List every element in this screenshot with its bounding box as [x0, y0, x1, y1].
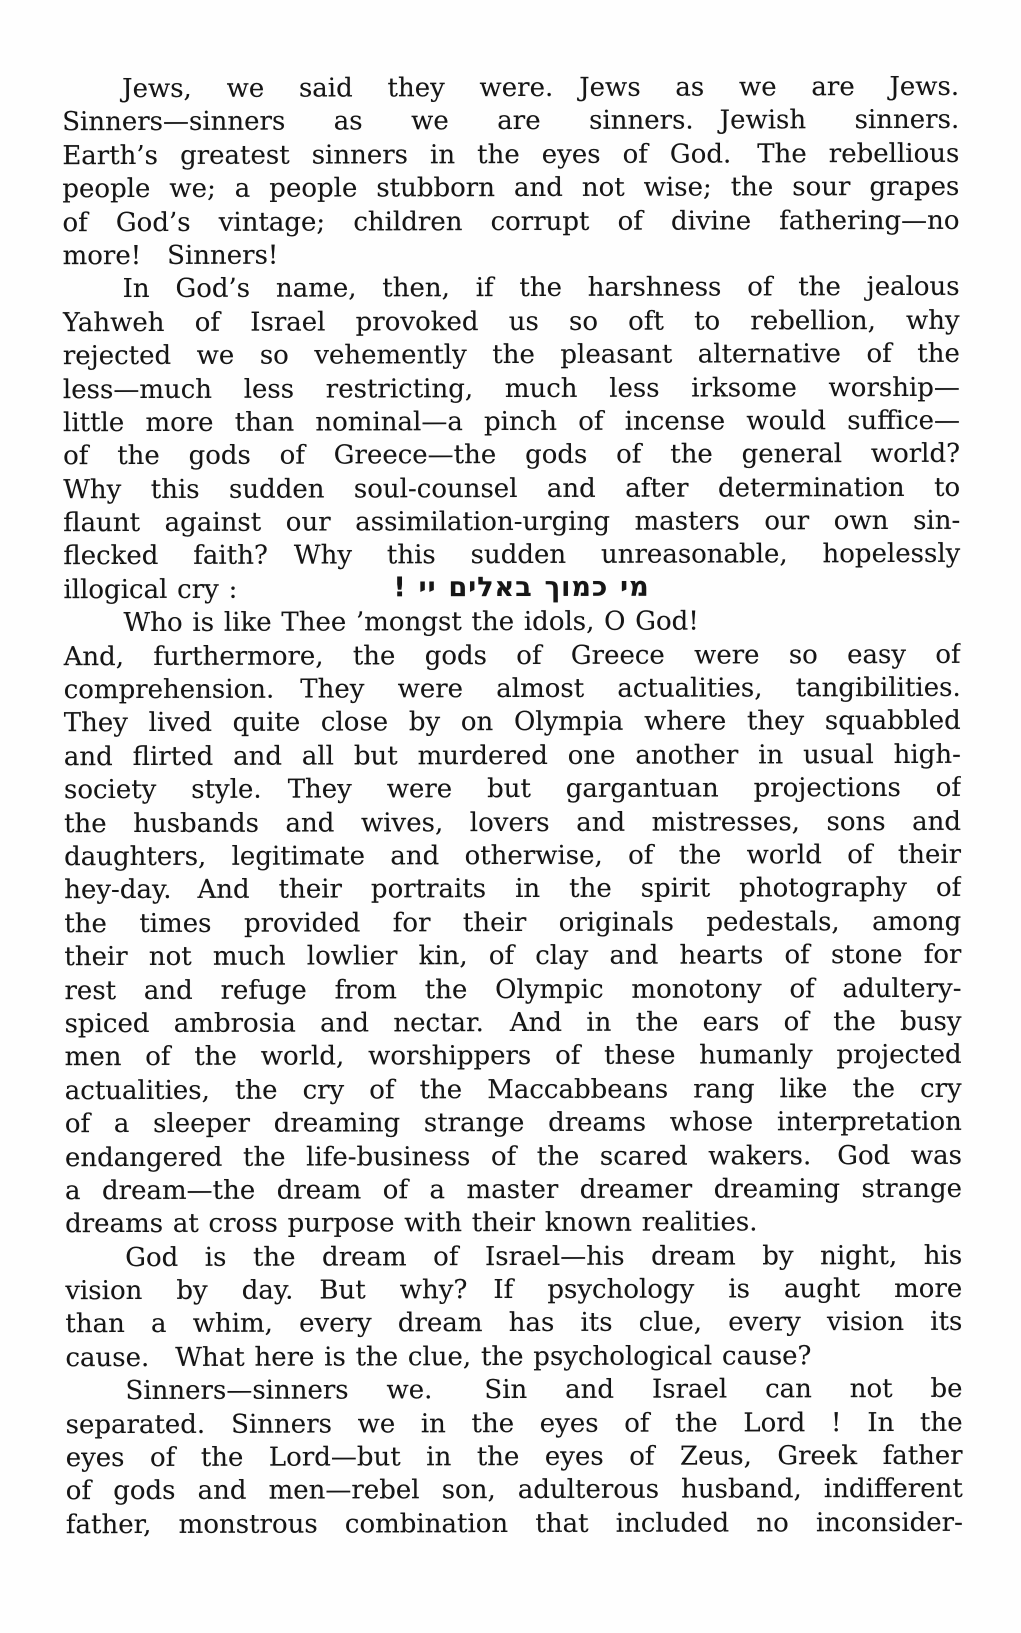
text-line: God is the dream of Israel—his dream by night, his: [125, 1240, 963, 1273]
text-line: of the gods of Greece—the gods of the general world?: [63, 439, 961, 472]
text-line: They lived quite close by on Olympia where they squabbled: [63, 706, 961, 739]
text-line: little more than nominal—a pinch of incense would suffice—: [62, 405, 961, 439]
text-line: rejected we so vehemently the pleasant alternative of the: [62, 338, 960, 372]
text-block: [62, 71, 963, 1543]
text-line: flecked faith? Why this sudden unreasonable, hopelessly: [63, 539, 961, 572]
text-line: less—much less restricting, much less irksome worship—: [62, 372, 960, 405]
text-line: actualities, the cry of the Maccabbeans rang like the cry: [64, 1073, 962, 1106]
hebrew-quote: מי כמוך באלים יי !: [393, 571, 650, 604]
line-left-text: illogical cry :: [63, 574, 238, 606]
text-line: Sinners—sinners we. Sin and Israel can not be: [125, 1374, 963, 1407]
text-line: men of the world, worshippers of these humanly projected: [64, 1040, 962, 1073]
text-line: a dream—the dream of a master dreamer dreaming strange: [64, 1173, 963, 1207]
text-line: separated. Sinners we in the eyes of the Lord ! In the: [65, 1407, 963, 1440]
text-line: of a sleeper dreaming strange dreams whose interpretation: [64, 1106, 962, 1140]
text-line: of gods and men—rebel son, adulterous husband, indifferent: [65, 1474, 963, 1507]
text-line: comprehension. They were almost actualities, tangibilities.: [63, 672, 961, 706]
text-line: eyes of the Lord—but in the eyes of Zeus, Greek father: [65, 1440, 963, 1474]
text-line: cause. What here is the clue, the psychological cause?: [65, 1341, 812, 1374]
text-line: Jews, we said they were. Jews as we are Jews.: [122, 71, 960, 105]
text-line: the times provided for their originals pedestals, among: [64, 906, 962, 939]
text-line: Why this sudden soul-counsel and after determination to: [63, 472, 961, 505]
text-line: Yahweh of Israel provoked us so oft to rebellion, why: [62, 305, 960, 338]
text-line: hey-day. And their portraits in the spirit photography of: [64, 873, 962, 906]
text-line: society style. They were but gargantuan projections of: [63, 773, 961, 806]
text-line-with-hebrew: [63, 572, 960, 608]
text-line: more! Sinners!: [62, 240, 279, 272]
text-line: Earth’s greatest sinners in the eyes of God. The rebellious: [62, 138, 960, 171]
text-line: than a whim, every dream has its clue, every vision its: [65, 1307, 963, 1340]
text-line: daughters, legitimate and otherwise, of the world of their: [64, 839, 962, 873]
text-line: spiced ambrosia and nectar. And in the ears of the busy: [64, 1006, 962, 1040]
text-line: dreams at cross purpose with their known realities.: [65, 1207, 758, 1240]
text-line: vision by day. But why? If psychology is aught more: [65, 1273, 963, 1307]
text-line: Sinners—sinners as we are sinners. Jewish sinners.: [62, 105, 960, 138]
text-line: the husbands and wives, lovers and mistresses, sons and: [64, 806, 962, 839]
text-line: people we; a people stubborn and not wise; the sour grapes: [62, 171, 960, 205]
text-line: flaunt against our assimilation-urging masters our own sin-: [63, 505, 961, 539]
text-line: of God’s vintage; children corrupt of divine fathering—no: [62, 205, 960, 238]
text-line: rest and refuge from the Olympic monotony of adultery-: [64, 973, 962, 1006]
text-line: endangered the life-business of the scared wakers. God was: [64, 1140, 962, 1173]
text-line: their not much lowlier kin, of clay and hearts of stone for: [64, 939, 962, 973]
text-line: In God’s name, then, if the harshness of the jealous: [122, 272, 960, 305]
text-line: father, monstrous combination that included no inconsider-: [65, 1507, 963, 1540]
text-line: Who is like Thee ’mongst the idols, O God!: [123, 606, 699, 639]
text-line: And, furthermore, the gods of Greece were so easy of: [63, 639, 961, 672]
text-line: and flirted and all but murdered one another in usual high-: [63, 739, 961, 772]
